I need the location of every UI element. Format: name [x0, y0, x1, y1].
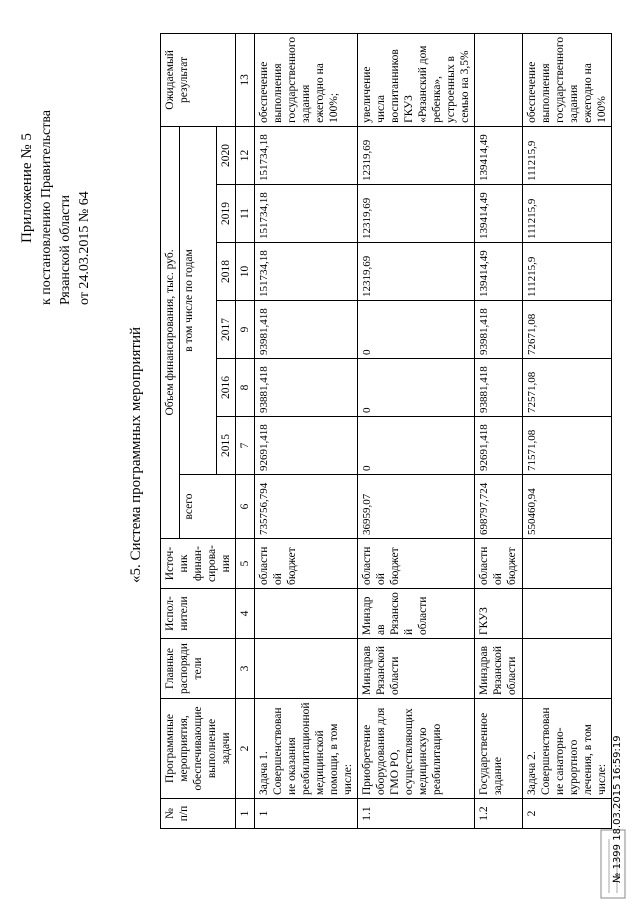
- column-index: 9: [236, 301, 255, 359]
- year-cell: 151734,18: [255, 126, 358, 184]
- table-row: [523, 33, 612, 828]
- year-cell: 0: [358, 359, 475, 417]
- total-cell: 735756,794: [255, 475, 358, 539]
- total-cell: 698797,724: [475, 475, 523, 539]
- executor-cell: Минздрав Рязанской области: [358, 589, 475, 639]
- year-header: 2017: [217, 301, 236, 359]
- year-cell: 139414,49: [475, 185, 523, 243]
- col-header-chief: Главные распорядители: [161, 639, 236, 699]
- chief-cell: [255, 639, 358, 699]
- year-cell: 12319,69: [358, 185, 475, 243]
- year-cell: 92691,418: [255, 417, 358, 475]
- year-cell: 151734,18: [255, 185, 358, 243]
- year-cell: 139414,49: [475, 126, 523, 184]
- year-cell: 93881,418: [255, 359, 358, 417]
- table-row: [255, 33, 358, 828]
- chief-cell: [523, 639, 612, 699]
- year-cell: 111215,9: [523, 185, 612, 243]
- year-cell: 93981,418: [255, 301, 358, 359]
- column-index: 10: [236, 243, 255, 301]
- column-index: 13: [236, 33, 255, 126]
- measure-cell: Задача 1. Совершенствование оказания реабилитационной медицинской помощи, в том числе:: [255, 699, 358, 799]
- year-cell: 0: [358, 301, 475, 359]
- total-cell: 36959,07: [358, 475, 475, 539]
- appendix-line-4: от 24.03.2015 № 64: [77, 191, 92, 305]
- column-index: 3: [236, 639, 255, 699]
- col-header-number: № п/п: [161, 799, 236, 829]
- column-index: 6: [236, 475, 255, 539]
- year-header: 2020: [217, 126, 236, 184]
- appendix-number: Приложение № 5: [19, 133, 35, 243]
- year-cell: 72571,08: [523, 359, 612, 417]
- row-number: 1.1: [358, 799, 475, 829]
- year-cell: 92691,418: [475, 417, 523, 475]
- year-cell: 93881,418: [475, 359, 523, 417]
- result-cell: обеспечение выполнения государственного задания ежегодно на 100%;: [255, 33, 358, 126]
- result-cell: [475, 33, 523, 126]
- measure-cell: Задача 2. Совершенствование санаторно-курортного лечения, в том числе:: [523, 699, 612, 799]
- column-index: 11: [236, 185, 255, 243]
- row-number: 1: [255, 799, 358, 829]
- executor-cell: [523, 589, 612, 639]
- executor-cell: ГКУЗ: [475, 589, 523, 639]
- year-header: 2018: [217, 243, 236, 301]
- source-cell: областной бюджет: [358, 539, 475, 589]
- year-cell: 0: [358, 417, 475, 475]
- column-index: 2: [236, 699, 255, 799]
- section-title: «5. Система программных мероприятий: [128, 326, 144, 584]
- col-header-volume: Объем финансирования, тыс. руб.: [161, 126, 180, 538]
- year-header: 2016: [217, 359, 236, 417]
- header-row-1: [161, 33, 180, 828]
- year-header: 2019: [217, 185, 236, 243]
- col-header-source: Источ-ник финан-сирова-ния: [161, 539, 236, 589]
- result-cell: обеспечение выполнения государственного задания ежегодно на 100%: [523, 33, 612, 126]
- year-cell: 139414,49: [475, 243, 523, 301]
- row-number: 1.2: [475, 799, 523, 829]
- chief-cell: Минздрав Рязанской области: [358, 639, 475, 699]
- table-row: [475, 33, 523, 828]
- year-cell: 151734,18: [255, 243, 358, 301]
- result-cell: увеличение числа воспитанников ГКУЗ «Рязанский дом ребенка», устроенных в семью на 3,5%: [358, 33, 475, 126]
- program-measures-table: [160, 33, 612, 829]
- column-index: 1: [236, 799, 255, 829]
- year-cell: 111215,9: [523, 243, 612, 301]
- col-header-executors: Испол-нители: [161, 589, 236, 639]
- source-cell: областной бюджет: [475, 539, 523, 589]
- measure-cell: Приобретение оборудования для ГМО РО, осуществляющих медицинскую реабилитацию: [358, 699, 475, 799]
- appendix-line-3: Рязанской области: [58, 194, 73, 305]
- measure-cell: Государственное задание: [475, 699, 523, 799]
- year-cell: 72671,08: [523, 301, 612, 359]
- table-row: [358, 33, 475, 828]
- row-number: 2: [523, 799, 612, 829]
- column-index: 12: [236, 126, 255, 184]
- year-cell: 93981,418: [475, 301, 523, 359]
- source-cell: [523, 539, 612, 589]
- col-header-measures: Программные мероприятия, обеспечивающие выполнение задачи: [161, 699, 236, 799]
- registration-footer: № 1399 18.03.2015 16:59:19: [612, 735, 623, 883]
- appendix-header: [18, 45, 94, 305]
- col-header-by-year: в том числе по годам: [180, 126, 217, 474]
- source-cell: областной бюджет: [255, 539, 358, 589]
- column-index: 8: [236, 359, 255, 417]
- column-index-row: [236, 33, 255, 828]
- year-cell: 111215,9: [523, 126, 612, 184]
- year-cell: 71571,08: [523, 417, 612, 475]
- column-index: 5: [236, 539, 255, 589]
- executor-cell: [255, 589, 358, 639]
- col-header-total: всего: [180, 475, 236, 539]
- column-index: 4: [236, 589, 255, 639]
- col-header-result: Ожидаемый результат: [161, 33, 236, 126]
- total-cell: 550460,94: [523, 475, 612, 539]
- year-cell: 12319,69: [358, 126, 475, 184]
- appendix-line-2: к постановлению Правительства: [39, 109, 54, 305]
- chief-cell: Минздрав Рязанской области: [475, 639, 523, 699]
- year-header: 2015: [217, 417, 236, 475]
- column-index: 7: [236, 417, 255, 475]
- year-cell: 12319,69: [358, 243, 475, 301]
